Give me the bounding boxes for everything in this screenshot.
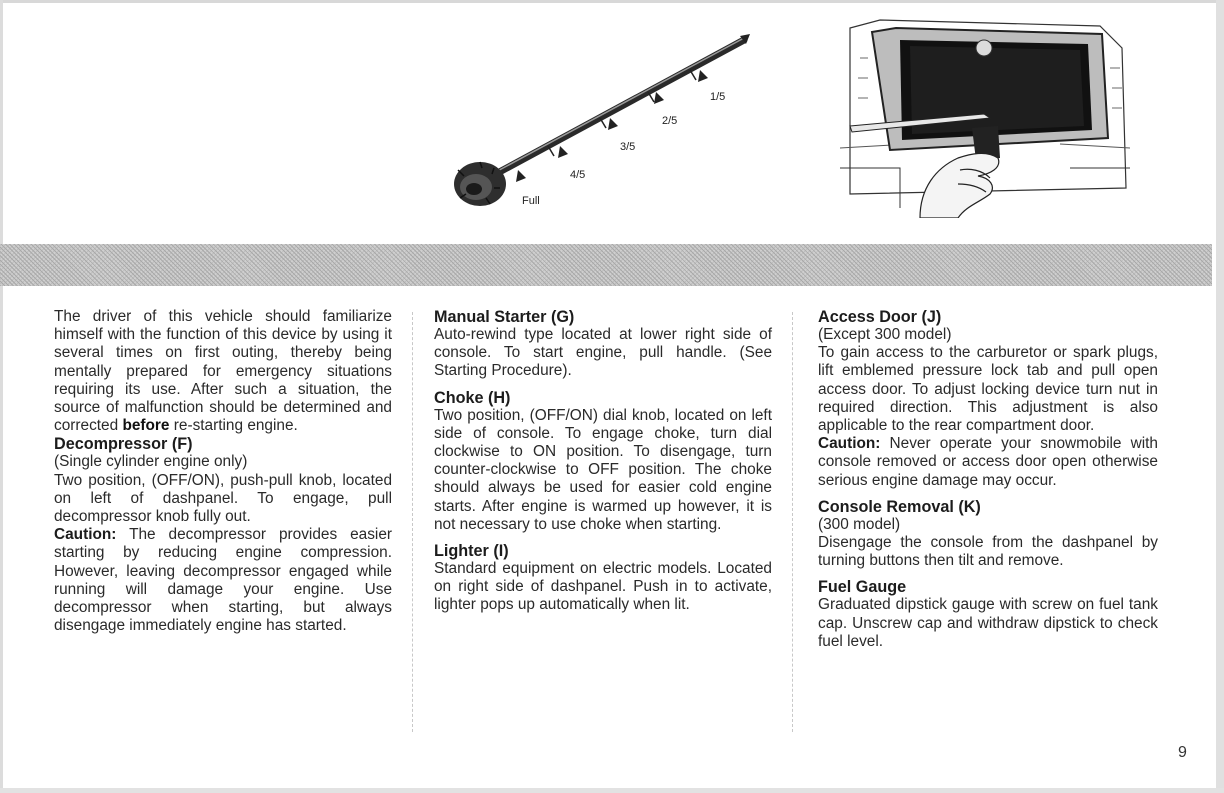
marker-arrow-icon xyxy=(698,70,708,82)
fuel-gauge-text: Graduated dipstick gauge with screw on fuel tank cap. Unscrew cap and withdraw dipstick to check fuel level. xyxy=(818,596,1158,650)
console-removal-text: Disengage the console from the dashpanel by turning buttons then tilt and remove. xyxy=(818,534,1158,570)
marker-arrow-icon xyxy=(608,118,618,130)
dipstick-label-4-5: 4/5 xyxy=(570,169,586,181)
caution-label: Caution: xyxy=(54,526,117,544)
choke-text: Two position, (OFF/ON) dial knob, located on left side of console. To engage choke, turn dial clockwise to ON position. To disengage, turn counter-clockwise to OFF position. The choke should always be used for easier cold engine starts. After engine is warmed up however, it is not necessary to use choke when starting. xyxy=(434,406,772,533)
column-1 xyxy=(54,308,392,635)
decompressor-caution: Caution: The decompressor provides easier starting by reducing engine compression. However, leaving decompressor engaged while running will damage your engine. Use decompressor when starting, but always disengage immediately engine has started. xyxy=(54,526,392,635)
access-door-caution: Caution: Never operate your snowmobile with console removed or access door open otherwise serious engine damage may occur. xyxy=(818,435,1158,489)
intro-paragraph: The driver of this vehicle should familiarize himself with the function of this device by using it several times on first outing, thereby being mentally prepared for emergency situations requiring its use. After such a situation, the source of malfunction should be determined and corrected before re-starting engine. xyxy=(54,308,392,435)
dipstick-label-2-5: 2/5 xyxy=(662,115,678,127)
dipstick-label-1-5: 1/5 xyxy=(710,91,726,103)
decompressor-note: (Single cylinder engine only) xyxy=(54,453,248,471)
page-border-top xyxy=(0,0,1224,3)
page-border-left xyxy=(0,0,3,793)
lighter-heading: Lighter (I) xyxy=(434,542,509,561)
marker-arrow-icon xyxy=(516,170,526,182)
lighter-text: Standard equipment on electric models. Located on right side of dashpanel. Push in to activate, lighter pops up automatically when lit. xyxy=(434,560,772,614)
access-door-note: (Except 300 model) xyxy=(818,326,952,343)
caution-label: Caution: xyxy=(818,435,881,453)
decorative-hatched-band xyxy=(0,244,1212,286)
column-3 xyxy=(818,308,1158,651)
dipstick-cap-icon xyxy=(454,162,506,206)
manual-starter-heading: Manual Starter (G) xyxy=(434,308,575,326)
decompressor-text: Two position, (OFF/ON), push-pull knob, located on left of dashpanel. To engage, pull decompressor knob fully out. xyxy=(54,471,392,526)
marker-arrow-icon xyxy=(558,146,568,158)
fuel-dipstick-illustration xyxy=(450,28,760,228)
access-door-heading: Access Door (J) xyxy=(818,308,942,326)
page-number: 9 xyxy=(1178,744,1187,761)
emphasis-before: before xyxy=(122,417,170,435)
decompressor-heading: Decompressor (F) xyxy=(54,435,193,454)
page-border-bottom xyxy=(0,788,1224,793)
hand-icon xyxy=(920,153,999,218)
column-2 xyxy=(434,308,772,615)
manual-starter-text: Auto-rewind type located at lower right side of console. To start engine, pull handle. (See Starting Procedure). xyxy=(434,326,772,380)
page-border-right xyxy=(1216,0,1224,793)
fuel-gauge-heading: Fuel Gauge xyxy=(818,578,907,597)
access-door-text: To gain access to the carburetor or spark plugs, lift emblemed pressure lock tab and pull open access door. To adjust locking device turn nut in required direction. This adjustment is also applicable to the rear compartment door. xyxy=(818,344,1158,435)
access-door-illustration xyxy=(840,18,1130,218)
choke-heading: Choke (H) xyxy=(434,388,511,407)
console-removal-note: (300 model) xyxy=(818,515,901,533)
column-divider xyxy=(412,312,413,732)
dipstick-label-full: Full xyxy=(522,195,540,207)
console-removal-heading: Console Removal (K) xyxy=(818,497,981,516)
column-divider xyxy=(792,312,793,732)
marker-arrow-icon xyxy=(654,92,664,104)
dipstick-label-3-5: 3/5 xyxy=(620,141,636,153)
